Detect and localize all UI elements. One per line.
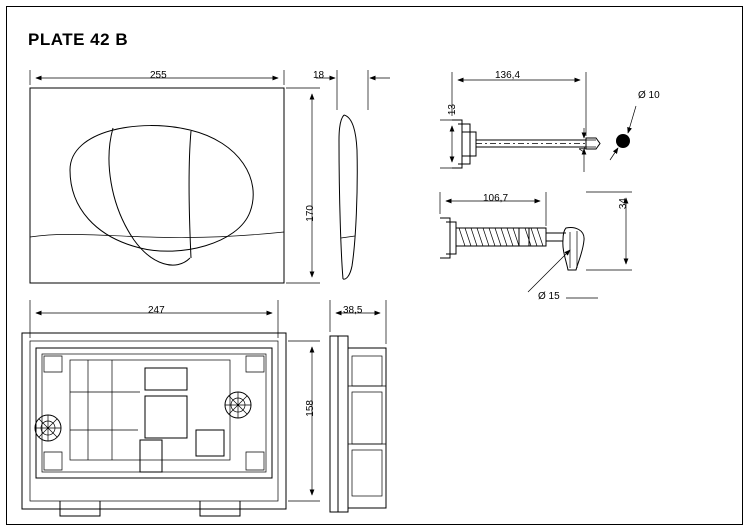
dim-label-rod-upper-offset: 4	[578, 147, 589, 153]
dim-label-rod-lower-height: 34	[618, 198, 629, 210]
sheet-border	[6, 6, 743, 525]
dim-label-plate-thickness: 18	[313, 70, 325, 81]
dim-label-plate-width: 255	[150, 70, 167, 81]
dim-label-frame-width: 247	[148, 305, 165, 316]
dim-label-rod-upper-length: 136,4	[495, 70, 521, 81]
dim-label-rod-lower-length: 106,7	[483, 193, 509, 204]
dim-label-rod-lower-diameter: Ø 15	[538, 291, 560, 302]
dim-label-rod-upper-head: 13	[447, 104, 458, 116]
dim-label-plate-height: 170	[305, 205, 316, 222]
page-title: PLATE 42 B	[28, 30, 129, 49]
dim-label-frame-height: 158	[305, 400, 316, 417]
dim-label-rod-upper-diameter: Ø 10	[638, 90, 660, 101]
dim-label-frame-depth: 38,5	[343, 305, 363, 316]
